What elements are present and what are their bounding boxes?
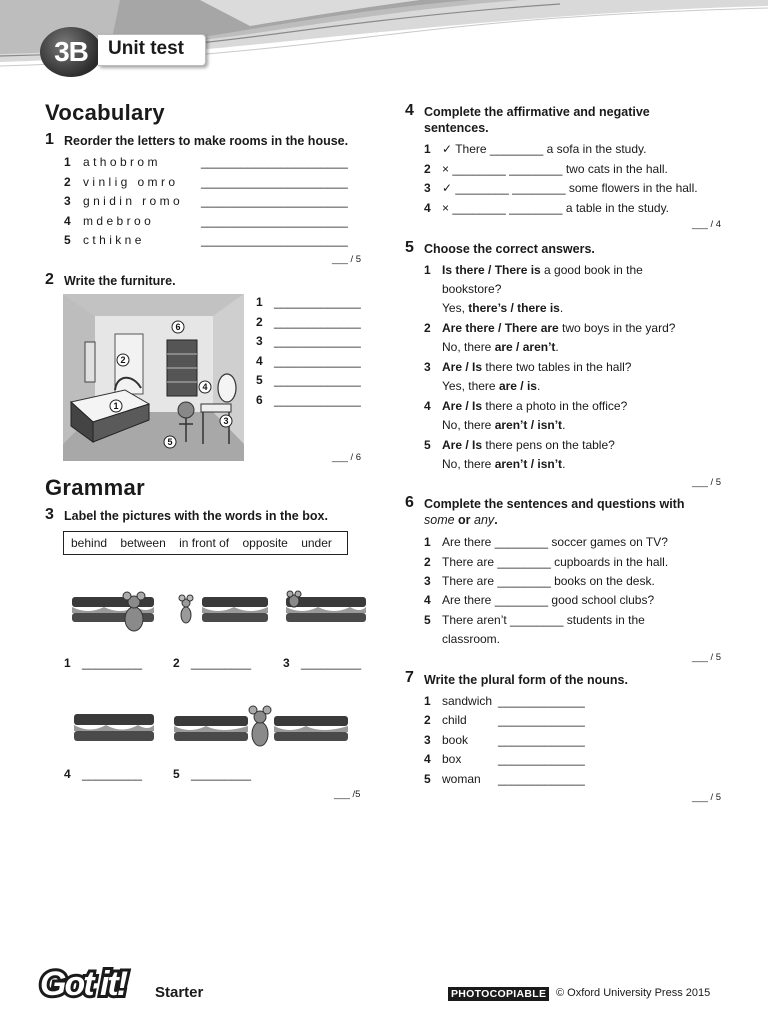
ex3-answer-line[interactable]: _________ [191,656,252,670]
ex1-item-number: 4 [64,214,71,228]
ex5-choice[interactable]: there’s / there is [468,301,560,315]
ex5-question [442,360,631,374]
ex5-score: ___ / 5 [692,477,722,488]
ex5-question-text: there a photo in the office? [482,399,628,413]
ex7-noun: box [442,752,462,766]
exercise-5-number: 5 [405,239,414,256]
ex5-item-number: 1 [424,263,431,277]
word-box-item: between [120,536,166,550]
ex6-sentence[interactable]: Are there ________ soccer games on TV? [442,535,668,549]
ex5-choice[interactable]: Are there / There are [442,321,559,335]
ex6-sentence[interactable]: There are ________ cupboards in the hall. [442,555,669,569]
ex5-question [442,263,643,277]
ex5-item-number: 5 [424,438,431,452]
ex7-answer-line[interactable]: _____________ [498,713,585,727]
ex5-question-cont: bookstore? [442,282,502,296]
ex5-choice[interactable]: are / aren’t [494,340,556,354]
ex1-answer-line[interactable]: ______________________ [201,194,348,208]
ex2-item-number: 5 [256,373,263,387]
ex5-choice[interactable]: Are / Is [442,399,483,413]
cross-icon: × [442,201,450,215]
ex2-answer-line[interactable]: _____________ [274,334,361,348]
callout-1: 1 [113,401,119,411]
exercise-2-instruction: Write the furniture. [64,274,176,288]
ex6-item-number: 3 [424,574,431,588]
word-box-item: opposite [242,536,288,550]
ex1-scrambled-word: gnidin romo [83,194,184,208]
ex5-answer [442,379,540,393]
ex4-item-2 [442,162,668,176]
ex6-item-number: 2 [424,555,431,569]
ex1-scrambled-word: vinlig omro [83,175,179,189]
ex7-item-number: 2 [424,713,431,727]
ex6-score: ___ / 5 [692,652,722,663]
ex1-item-number: 3 [64,194,71,208]
ex1-score: ___ / 5 [332,254,362,265]
ex5-answer [442,457,565,471]
ex2-answer-line[interactable]: _____________ [274,373,361,387]
sandwich-illustration [274,716,348,741]
ex4-blank[interactable]: ________ ________ [452,201,563,215]
ex4-post-text: a table in the study. [565,201,670,215]
ex5-answer [442,340,559,354]
ex5-item-number: 3 [424,360,431,374]
ex4-item-3 [442,181,698,195]
ex2-item-number: 3 [256,334,263,348]
ex6-sentence[interactable]: Are there ________ good school clubs? [442,593,655,607]
ex4-blank[interactable]: ________ ________ [452,162,563,176]
ex4-score: ___ / 4 [692,219,722,230]
vocabulary-heading: Vocabulary [45,100,165,125]
exercise-6-instruction [424,496,724,528]
exercise-7-instruction: Write the plural form of the nouns. [424,673,628,687]
ex5-answer-post: . [536,379,541,393]
ex5-answer-post: . [562,418,566,432]
exercise-5-instruction: Choose the correct answers. [424,242,595,256]
exercise-1-instruction: Reorder the letters to make rooms in the house. [64,134,349,148]
word-box-item: behind [71,536,108,550]
sandwich-illustration [174,716,248,741]
ex5-choice[interactable]: aren’t / isn’t [494,457,563,471]
unit-code: 3B [54,36,88,67]
ex4-item-number: 3 [424,181,431,195]
ex7-noun: child [442,713,467,727]
ex6-instruction-end: . [494,513,498,527]
callout-2: 2 [120,355,126,365]
ex4-post-text: some flowers in the hall. [568,181,698,195]
ex5-answer-post: . [562,457,566,471]
ex6-item-number: 4 [424,593,431,607]
ex5-answer-pre: No, there [442,418,495,432]
ex5-question-text: a good book in the [540,263,643,277]
ex4-item-number: 2 [424,162,431,176]
exercise-3-number: 3 [45,506,54,523]
ex4-post-text: a sofa in the study. [546,142,647,156]
ex7-noun: book [442,733,469,747]
mouse-illustration [179,595,193,623]
ex1-item-number: 1 [64,155,71,169]
ex1-answer-line[interactable]: ______________________ [201,155,348,169]
ex5-choice[interactable]: aren’t / isn’t [494,418,563,432]
ex5-answer-pre: Yes, [442,301,469,315]
ex2-answer-line[interactable]: _____________ [274,393,361,407]
ex6-instruction-any: any [474,513,495,527]
ex5-answer-pre: No, there [442,340,495,354]
ex6-instruction-text: Complete the sentences and questions with [424,497,685,511]
ex3-item-number: 5 [173,767,180,781]
exercise-4-number: 4 [405,102,414,119]
ex3-answer-line[interactable]: _________ [191,767,252,781]
callout-5: 5 [167,437,173,447]
ex2-score: ___ / 6 [332,452,362,463]
ex5-question-text: there two tables in the hall? [482,360,632,374]
ex5-choice[interactable]: Is there / There is [442,263,541,277]
ex5-choice[interactable]: are / is [498,379,537,393]
ex5-question [442,321,675,335]
ex7-item-number: 5 [424,772,431,786]
ex5-question [442,399,627,413]
ex7-item-number: 4 [424,752,431,766]
ex7-noun: sandwich [442,694,493,708]
ex7-score: ___ / 5 [692,792,722,803]
exercise-6-number: 6 [405,494,414,511]
word-box-item: in front of [179,536,230,550]
ex5-question [442,438,615,452]
grammar-heading: Grammar [45,475,145,500]
ex3-item-number: 2 [173,656,180,670]
word-box [63,531,348,555]
ex4-item-number: 1 [424,142,431,156]
ex6-instruction-or: or [454,513,475,527]
ex2-item-number: 6 [256,393,263,407]
ex4-post-text: two cats in the hall. [565,162,668,176]
ex5-answer-post: . [559,301,564,315]
ex7-answer-line[interactable]: _____________ [498,772,585,786]
ex5-choice[interactable]: Are / Is [442,360,483,374]
unit-badge [40,27,102,77]
callout-3: 3 [223,416,229,426]
bedroom-illustration [63,294,244,461]
ex7-item-number: 3 [424,733,431,747]
ex2-answer-line[interactable]: _____________ [274,354,361,368]
ex5-item-number: 2 [424,321,431,335]
ex5-choice[interactable]: Are / Is [442,438,483,452]
ex1-answer-line[interactable]: ______________________ [201,175,348,189]
logo-text: Got it! [40,965,127,1003]
got-it-logo [38,962,142,1004]
ex3-item-number: 3 [283,656,290,670]
ex1-item-number: 2 [64,175,71,189]
ex7-answer-line[interactable]: _____________ [498,752,585,766]
ex7-item-number: 1 [424,694,431,708]
ex3-pictures-row-1 [68,585,368,637]
ex2-item-number: 1 [256,295,263,309]
ex1-item-number: 5 [64,233,71,247]
callout-6: 6 [175,322,181,332]
ex5-answer-pre: No, there [442,457,495,471]
sandwich-illustration [202,597,268,622]
ex6-item-number: 5 [424,613,431,627]
ex1-answer-line[interactable]: ______________________ [201,214,348,228]
ex7-answer-line[interactable]: _____________ [498,733,585,747]
ex4-blank[interactable]: ________ ________ [455,181,566,195]
ex4-item-4 [442,201,669,215]
ex5-item-number: 4 [424,399,431,413]
ex3-answer-line[interactable]: _________ [82,656,143,670]
ex7-answer-line[interactable]: _____________ [498,694,585,708]
ex4-blank[interactable]: ________ [489,142,544,156]
ex2-item-number: 4 [256,354,263,368]
exercise-7-number: 7 [405,669,414,686]
ex6-instruction-some: some [424,513,455,527]
ex1-answer-line[interactable]: ______________________ [201,233,348,247]
ex4-item-number: 4 [424,201,431,215]
ex6-sentence[interactable]: There aren’t ________ students in the [442,613,645,627]
ex3-answer-line[interactable]: _________ [82,767,143,781]
ex5-answer-pre: Yes, there [442,379,499,393]
exercise-1-number: 1 [45,131,54,148]
ex6-item-number: 1 [424,535,431,549]
unit-title: Unit test [108,38,184,59]
exercise-4-instruction: Complete the affirmative and negative sentences. [424,105,650,135]
ex1-scrambled-word: mdebroo [83,214,155,228]
copyright-text: © Oxford University Press 2015 [556,987,711,999]
ex6-sentence[interactable]: There are ________ books on the desk. [442,574,655,588]
ex2-answer-line[interactable]: _____________ [274,295,361,309]
ex5-question-text: there pens on the table? [482,438,615,452]
ex3-item-number: 1 [64,656,71,670]
ex3-answer-line[interactable]: _________ [301,656,362,670]
exercise-3-instruction: Label the pictures with the words in the box. [64,509,328,523]
check-icon: ✓ [442,181,453,195]
ex7-noun: woman [442,772,481,786]
ex3-item-number: 4 [64,767,71,781]
check-icon: ✓ [442,142,453,156]
ex1-scrambled-word: athobrom [83,155,161,169]
sandwich-illustration [74,714,154,741]
exercise-2-number: 2 [45,271,54,288]
ex4-item-1 [442,142,646,156]
cross-icon: × [442,162,450,176]
ex5-question-text: two boys in the yard? [558,321,676,335]
ex2-item-number: 2 [256,315,263,329]
ex1-scrambled-word: cthikne [83,233,145,247]
mouse-illustration [249,706,271,746]
ex5-answer [442,301,563,315]
ex4-pre-text: There [455,142,487,156]
ex6-sentence-cont: classroom. [442,632,501,646]
photocopiable-badge: PHOTOCOPIABLE [448,987,549,1001]
level-label: Starter [155,984,204,1001]
ex3-score: ___ /5 [334,789,361,800]
ex3-pictures-row-2 [68,700,368,754]
callout-4: 4 [202,382,208,392]
ex2-answer-line[interactable]: _____________ [274,315,361,329]
word-box-item: under [301,536,332,550]
ex5-answer [442,418,565,432]
ex5-answer-post: . [555,340,559,354]
